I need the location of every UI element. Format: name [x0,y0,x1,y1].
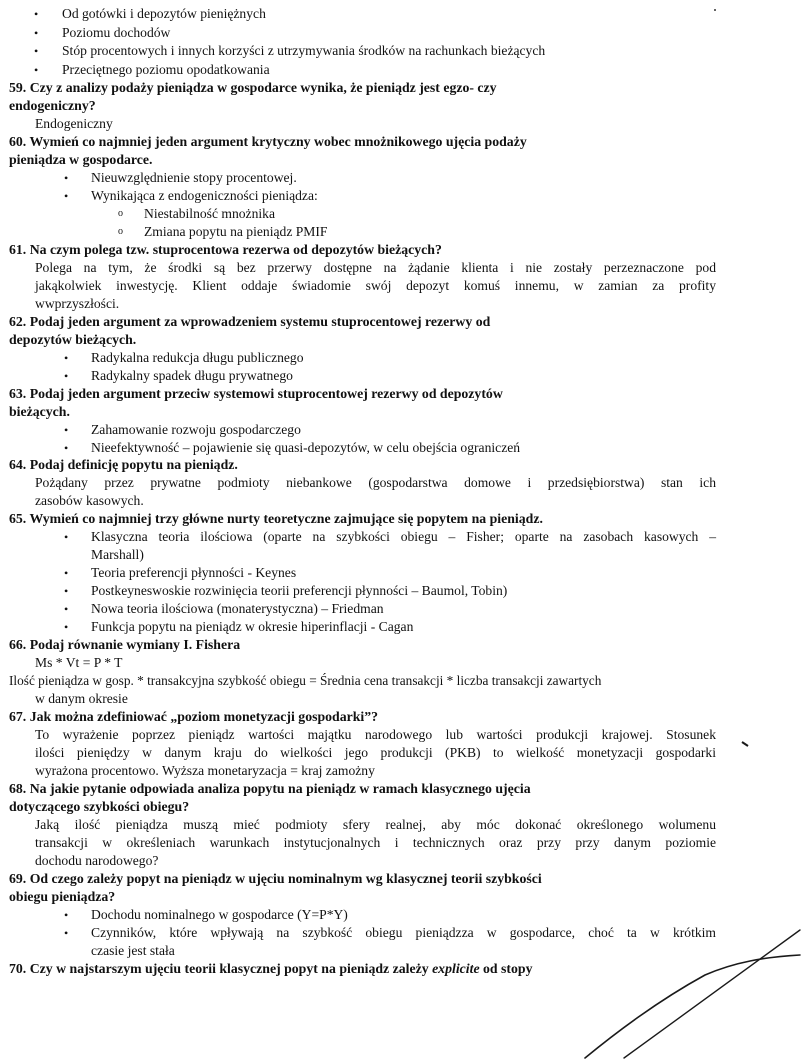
list-item: Poziomu dochodów [62,25,171,40]
answer-text: Jaką ilość pieniądza muszą mieć podmioty sfery realnej, aby móc dokonać określonego wolumenu [35,817,716,832]
list-item: Radykalna redukcja długu publicznego [91,350,304,365]
bullet-icon: • [64,189,69,203]
list-item: Przeciętnego poziomu opodatkowania [62,62,270,77]
equation: Ms * Vt = P * T [35,655,123,670]
circle-bullet-icon: o [118,226,123,237]
bullet-icon: • [64,171,69,185]
pen-stroke-curve [585,955,800,1058]
italic-term: explicite [432,961,480,976]
bullet-icon: • [34,26,39,40]
question-heading: 63. Podaj jeden argument przeciw systemowi stuprocentowej rezerwy od depozytów [9,386,503,401]
bullet-icon: • [64,530,69,544]
answer-text: Ilość pieniądza w gosp. * transakcyjna szybkość obiegu = Średnia cena transakcji * liczba transakcji zawartych [9,673,602,688]
answer-text: jakąkolwiek inwestycję. Klient oddaje świadomie swój depozyt komuś innemu, w zamian za profity [35,278,716,293]
bullet-icon: • [64,602,69,616]
list-item: Klasyczna teoria ilościowa (oparte na szybkości obiegu – Fisher; oparte na zasobach kasowych – [91,529,716,544]
bullet-icon: • [64,584,69,598]
question-heading: 60. Wymień co najmniej jeden argument krytyczny wobec mnożnikowego ujęcia podaży [9,134,527,149]
answer-text: wyrażona procentowo. Wyższa monetaryzacja = kraj zamożny [35,763,375,778]
list-item: Nieefektywność – pojawienie się quasi-depozytów, w celu obejścia ograniczeń [91,440,521,455]
answer-text: zasobów kasowych. [35,493,144,508]
list-item: Od gotówki i depozytów pieniężnych [62,6,266,21]
answer-text: wwprzyszłości. [35,296,120,311]
question-heading: 69. Od czego zależy popyt na pieniądz w ujęciu nominalnym wg klasycznej teorii szybkości [9,871,542,886]
pen-stroke-straight [624,930,800,1058]
question-heading: dotyczącego szybkości obiegu? [9,799,190,814]
answer-text: ilości pieniędzy w danym kraju do wielkości jego produkcji (PKB) to wielkość monetyzacji gospodarki [35,745,716,760]
bullet-icon: • [34,63,39,77]
sub-list-item: Zmiana popytu na pieniądz PMIF [144,224,328,239]
sub-list-item: Niestabilność mnożnika [144,206,275,221]
question-heading: bieżących. [9,404,70,419]
question-heading: obiegu pieniądza? [9,889,116,904]
question-heading: depozytów bieżących. [9,332,137,347]
question-heading: 64. Podaj definicję popytu na pieniądz. [9,457,238,472]
question-heading: 66. Podaj równanie wymiany I. Fishera [9,637,241,652]
answer-text: Endogeniczny [35,116,113,131]
question-heading: 67. Jak można zdefiniować „poziom monetyzacji gospodarki”? [9,709,379,724]
list-item: Zahamowanie rozwoju gospodarczego [91,422,301,437]
circle-bullet-icon: o [118,208,123,219]
list-item: Stóp procentowych i innych korzyści z utrzymywania środków na rachunkach bieżących [62,43,546,58]
list-item: Radykalny spadek długu prywatnego [91,368,293,383]
bullet-icon: • [64,423,69,437]
answer-text: transakcji w określeniach warunkach instytucjonalnych i technicznych oraz przy przy danym poziomie [35,835,716,850]
list-item: Wynikająca z endogeniczności pieniądza: [91,188,318,203]
question-heading: 62. Podaj jeden argument za wprowadzeniem systemu stuprocentowej rezerwy od [9,314,491,329]
list-item: Dochodu nominalnego w gospodarce (Y=P*Y) [91,907,348,922]
answer-text: dochodu narodowego? [35,853,159,868]
list-item: Nowa teoria ilościowa (monaterystyczna) – Friedman [91,601,384,616]
bullet-icon: • [64,926,69,940]
bullet-icon: • [64,620,69,634]
scan-mark [742,742,748,746]
bullet-icon: • [64,351,69,365]
bullet-icon: • [34,44,39,58]
bullet-icon: • [34,7,39,21]
question-heading: 65. Wymień co najmniej trzy główne nurty teoretyczne zajmujące się popytem na pieniądz. [9,511,543,526]
list-item: Czynników, które wpływają na szybkość obiegu pieniądzza w gospodarce, choć ta w krótkim [91,925,716,940]
question-heading: 59. Czy z analizy podaży pieniądza w gospodarce wynika, że pieniądz jest egzo- czy [9,80,497,95]
list-item: czasie jest stała [91,943,175,958]
answer-text: Polega na tym, że środki są bez przerwy dostępne na żądanie klienta i nie zostały perzeznaczone pod [35,260,716,275]
scan-dot [714,9,716,11]
bullet-icon: • [64,369,69,383]
answer-text: w danym okresie [35,691,128,706]
question-text: 70. Czy w najstarszym ujęciu teorii klasycznej popyt na pieniądz zależy [9,961,433,976]
list-item: Teoria preferencji płynności - Keynes [91,565,297,580]
question-text-tail: od stopy [479,961,533,976]
list-item: Funkcja popytu na pieniądz w okresie hiperinflacji - Cagan [91,619,414,634]
answer-text: To wyrażenie poprzez pieniądz wartości majątku narodowego lub wartości produkcji krajowej. Stosunek [35,727,716,742]
question-heading: pieniądza w gospodarce. [9,152,153,167]
question-heading: endogeniczny? [9,98,96,113]
list-item: Marshall) [91,547,144,562]
bullet-icon: • [64,908,69,922]
list-item: Nieuwzględnienie stopy procentowej. [91,170,297,185]
answer-text: Pożądany przez prywatne podmioty niebankowe (gospodarstwa domowe i przedsiębiorstwa) stan ich [35,475,716,490]
bullet-icon: • [64,566,69,580]
question-heading: 61. Na czym polega tzw. stuprocentowa rezerwa od depozytów bieżących? [9,242,442,257]
bullet-icon: • [64,441,69,455]
question-heading: 68. Na jakie pytanie odpowiada analiza popytu na pieniądz w ramach klasycznego ujęcia [9,781,531,796]
list-item: Postkeyneswoskie rozwinięcia teorii preferencji płynności – Baumol, Tobin) [91,583,508,598]
